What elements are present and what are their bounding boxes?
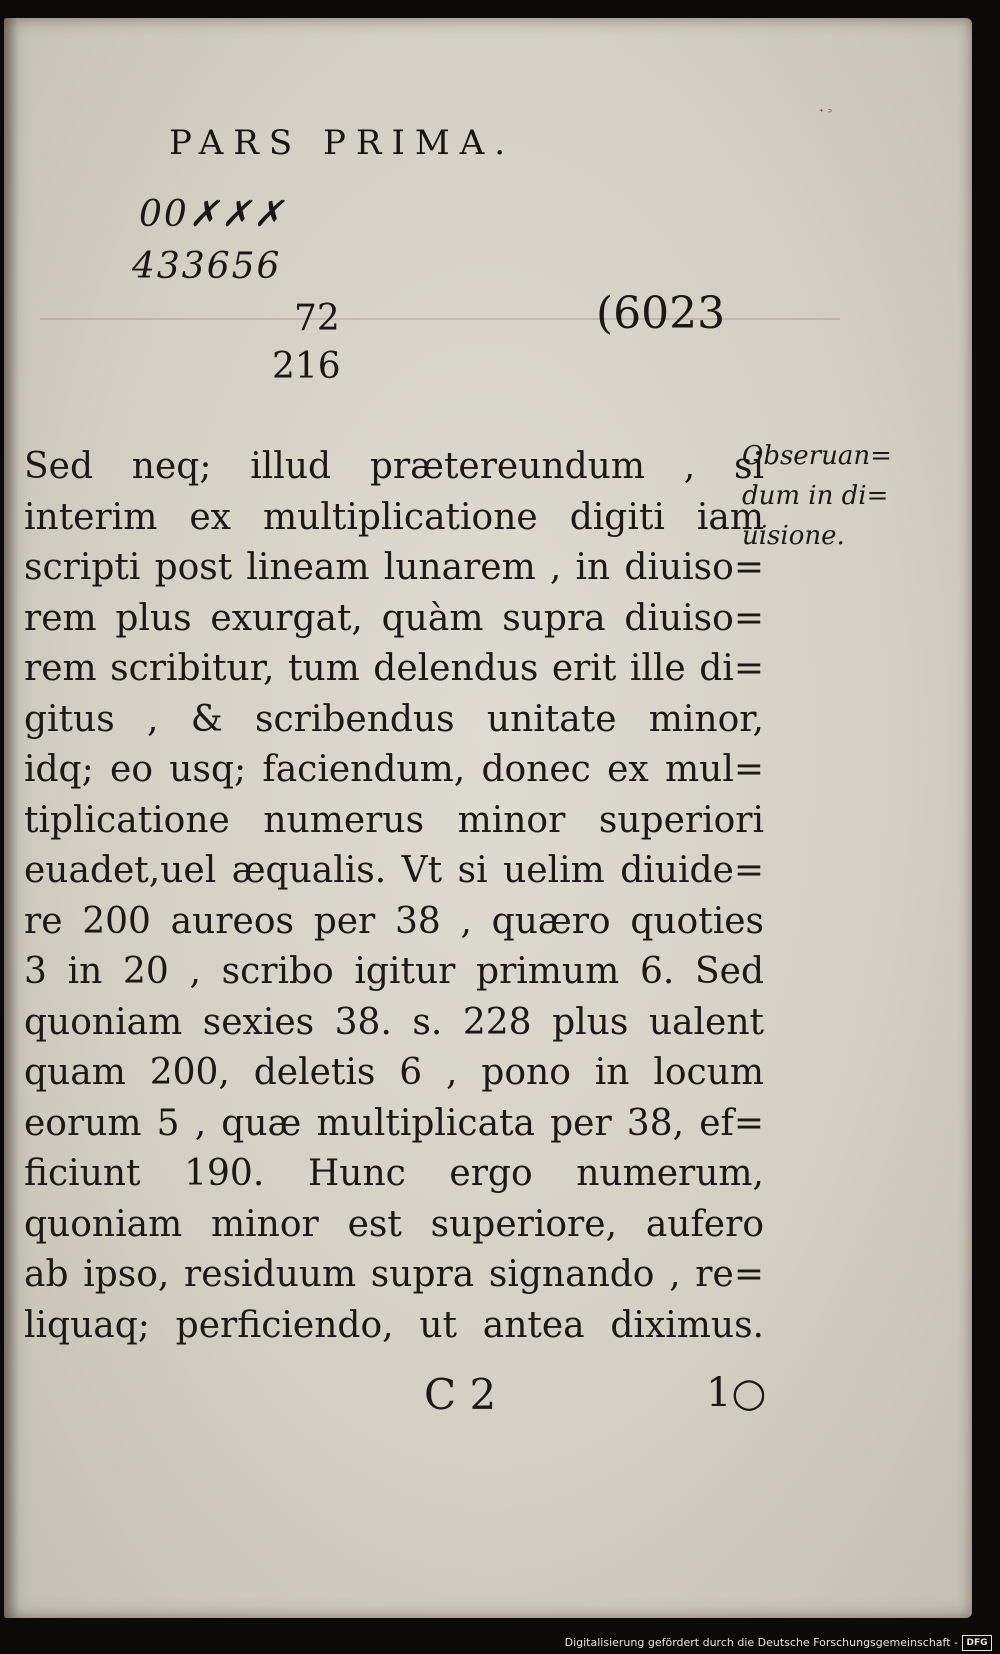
body-line: 3 in 20 , scribo igitur primum 6. Sed <box>24 951 764 992</box>
page-spine-shadow <box>4 18 18 1618</box>
calculation-row-4: 216 <box>272 346 341 387</box>
body-line: scripti post lineam lunarem , in diuiso= <box>24 547 764 588</box>
margin-note-line: Obseruan= <box>742 441 892 471</box>
calculation-row-3: 72 <box>294 298 340 339</box>
calculation-row-2: 433656 <box>132 246 282 287</box>
body-line: Sed neq; illud prætereundum , si <box>24 446 764 487</box>
margin-note <box>742 436 892 556</box>
body-paragraph <box>24 442 764 1351</box>
body-line: rem plus exurgat, quàm supra diuiso= <box>24 597 764 639</box>
body-line: re 200 aureos per 38 , quæro quoties <box>24 900 764 942</box>
body-line: quam 200, deletis 6 , pono in locum <box>24 1052 764 1093</box>
body-line: ficiunt 190. Hunc ergo numerum, <box>24 1153 764 1194</box>
body-line: gitus , & scribendus unitate minor, <box>24 698 764 740</box>
signature-mark: C 2 <box>424 1370 497 1419</box>
dfg-logo-icon: DFG <box>962 1635 992 1651</box>
margin-note-line: uisione. <box>742 521 845 551</box>
margin-note-line: dum in di= <box>742 481 889 511</box>
body-line: idq; eo usq; faciendum, donec ex mul= <box>24 749 764 790</box>
calculation-result: (6023 <box>596 288 726 339</box>
body-line: quoniam minor est superiore, aufero <box>24 1203 764 1245</box>
catchword: 1○ <box>706 1370 767 1416</box>
body-line: quoniam sexies 38. s. 228 plus ualent <box>24 1001 764 1043</box>
running-head: PARS PRIMA. <box>169 123 516 163</box>
calculation-row-1: 00✗✗✗ <box>139 194 286 235</box>
body-line: tiplicatione numerus minor superiori <box>24 799 764 841</box>
funding-credit: Digitalisierung gefördert durch die Deutsche Forschungsgemeinschaft - <box>564 1636 958 1649</box>
body-line: liquaq; perficiendo, ut antea diximus. <box>24 1304 764 1346</box>
body-line: interim ex multiplicatione digiti iam <box>24 496 764 538</box>
corner-mark: ᐩ ᐣ <box>819 106 833 120</box>
body-line: eorum 5 , quæ multiplicata per 38, ef= <box>24 1102 764 1144</box>
body-line: rem scribitur, tum delendus erit ille di= <box>24 648 764 689</box>
body-line: euadet,uel æqualis. Vt si uelim diuide= <box>24 850 764 891</box>
body-line: ab ipso, residuum supra signando , re= <box>24 1254 764 1295</box>
book-page <box>4 18 972 1618</box>
